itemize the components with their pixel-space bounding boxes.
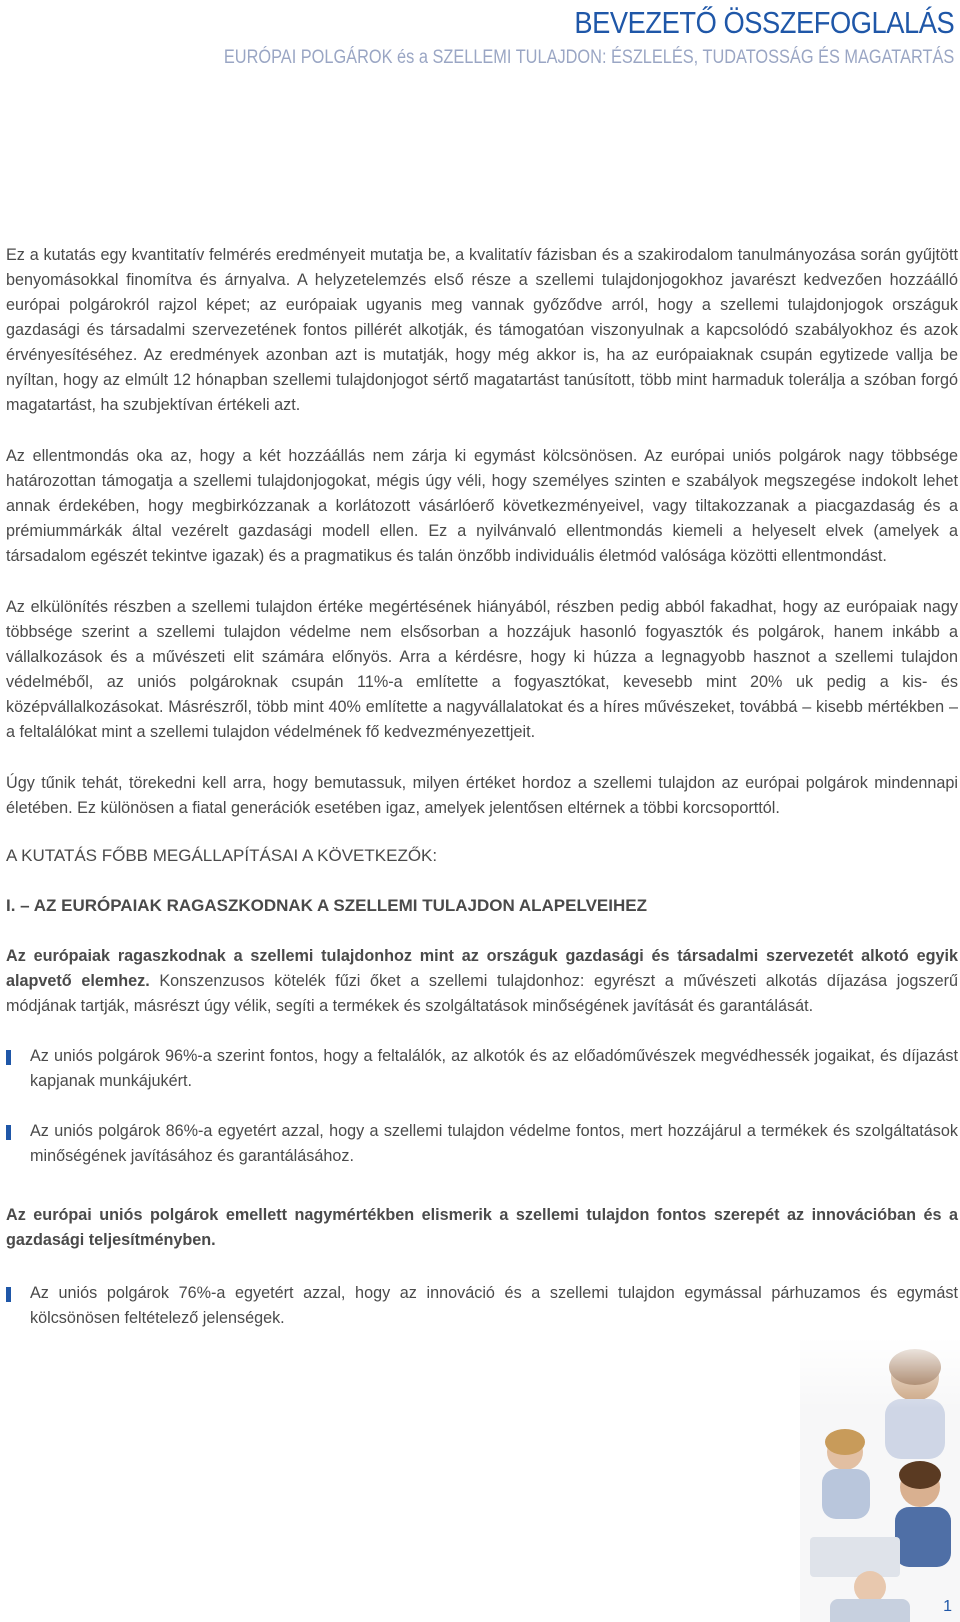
bullet-text: Az uniós polgárok 76%-a egyetért azzal, hogy az innováció és a szellemi tulajdon egymással párhuzamos és egymást kölcsönösen feltételező jelenségek. <box>30 1284 958 1327</box>
bullet-marker-icon <box>6 1125 11 1140</box>
paragraph-contradiction: Az ellentmondás oka az, hogy a két hozzáállás nem zárja ki egymást kölcsönösen. Az európai uniós polgárok nagy többsége határozottan támogatja a szellemi tulajdonjogokat, mégis úgy véli, hogy személyes szinten e szabályok megszegése indokolt lehet annak érdekében, hogy megbirkózzanak a korlátozott vásárlóerő következményeivel, vagy tiltakozzanak a piacgazdaság és a prémiummárkák által vezérelt gazdasági modell ellen. Ez a nyilvánvaló ellentmondás kiemeli a helyeselt elvek (amelyek a társadalom egészét tekintve igazak) és a pragmatikus és talán önzőbb individuális életmód valósága közötti ellentmondást. <box>6 447 958 565</box>
part1-heading: I. – AZ EURÓPAIAK RAGASZKODNAK A SZELLEMI TULAJDON ALAPELVEIHEZ <box>6 896 647 915</box>
list-item <box>6 1119 958 1169</box>
people-collage-image <box>800 1337 960 1622</box>
paragraph-value: Úgy tűnik tehát, törekedni kell arra, hogy bemutassuk, milyen értéket hordoz a szellemi tulajdon az európai polgárok mindennapi életében. Ez különösen a fiatal generációk esetében igaz, amelyek jelentősen eltérnek a többi korcsoporttól. <box>6 774 958 817</box>
list-item <box>6 1044 958 1094</box>
page-title: BEVEZETŐ ÖSSZEFOGLALÁS <box>574 5 954 40</box>
bullet-marker-icon <box>6 1050 11 1065</box>
document-body <box>6 243 958 1331</box>
part2-lead: Az európai uniós polgárok emellett nagymértékben elismerik a szellemi tulajdon fontos szerepét az innovációban és a gazdasági teljesítményben. <box>6 1206 958 1249</box>
page-header <box>105 4 954 70</box>
part1-lead-rest: Konszenzusos kötelék fűzi őket a szellemi tulajdonhoz: egyrészt a művészeti alkotás díjazása jogszerű módjának tartják, másrészt úgy vélik, segíti a termékek és szolgáltatások minőségének javítását és garantálását. <box>6 972 958 1015</box>
paragraph-separation: Az elkülönítés részben a szellemi tulajdon értéke megértésének hiányából, részben pedig abból fakadhat, hogy az európaiak nagy többsége szerint a szellemi tulajdon védelme nem elsősorban a hozzájuk hasonló fogyasztók és polgárok, hanem inkább a vállalkozások és a művészeti elit számára előnyös. Arra a kérdésre, hogy ki húzza a legnagyobb hasznot a szellemi tulajdon védelméből, az uniós polgároknak csupán 11%-a említette a fogyasztókat, kevesebb mint 20% uk pedig a kis- és középvállalkozásokat. Másrészről, több mint 40% említette a nagyvállalatokat és a híres művészeket, továbbá – kisebb mértékben – a feltalálókat mint a szellemi tulajdon védelmének fő kedvezményezettjeit. <box>6 598 958 741</box>
bullet-text: Az uniós polgárok 86%-a egyetért azzal, hogy a szellemi tulajdon védelme fontos, mert hozzájárul a termékek és szolgáltatások minőségének javításához és garantálásához. <box>30 1122 958 1165</box>
page-number: 1 <box>943 1598 952 1615</box>
part1-lead <box>6 944 958 1019</box>
bullet-marker-icon <box>6 1287 11 1302</box>
bullet-text: Az uniós polgárok 96%-a szerint fontos, hogy a feltalálók, az alkotók és az előadóművészek megvédhessék jogaikat, és díjazást kapjanak munkájukért. <box>30 1047 958 1090</box>
findings-heading: A KUTATÁS FŐBB MEGÁLLAPÍTÁSAI A KÖVETKEZŐK: <box>6 846 438 865</box>
page-subtitle: EURÓPAI POLGÁROK és a SZELLEMI TULAJDON: ÉSZLELÉS, TUDATOSSÁG ÉS MAGATARTÁS <box>223 47 954 68</box>
list-item <box>6 1281 958 1331</box>
part1-lead-bold: Az európaiak ragaszkodnak a szellemi tulajdonhoz mint az országuk gazdasági és társadalmi szervezetét alkotó egyik alapvető elemhez. <box>6 947 958 990</box>
paragraph-intro: Ez a kutatás egy kvantitatív felmérés eredményeit mutatja be, a kvalitatív fázisban és a szakirodalom tanulmányozása során gyűjtött benyomásokkal finomítva és árnyalva. A helyzetelemzés első része a szellemi tulajdonjogokhoz javarészt kedvezően hozzáálló európai polgárokról rajzol képet; az európaiak ugyanis meg vannak győződve arról, hogy a szellemi tulajdonjogok országuk gazdasági és társadalmi szervezetének fontos pillérét alkotják, és támogatóan viszonyulnak a kapcsolódó szabályokhoz és azok érvényesítéséhez. Az eredmények azonban azt is mutatják, hogy még akkor is, ha az európaiaknak csupán egytizede vallja be nyíltan, hogy az elmúlt 12 hónapban szellemi tulajdonjogot sértő magatartást tanúsított, több mint harmaduk tolerálja a szóban forgó magatartást, ha szubjektívan értékeli azt. <box>6 246 958 414</box>
